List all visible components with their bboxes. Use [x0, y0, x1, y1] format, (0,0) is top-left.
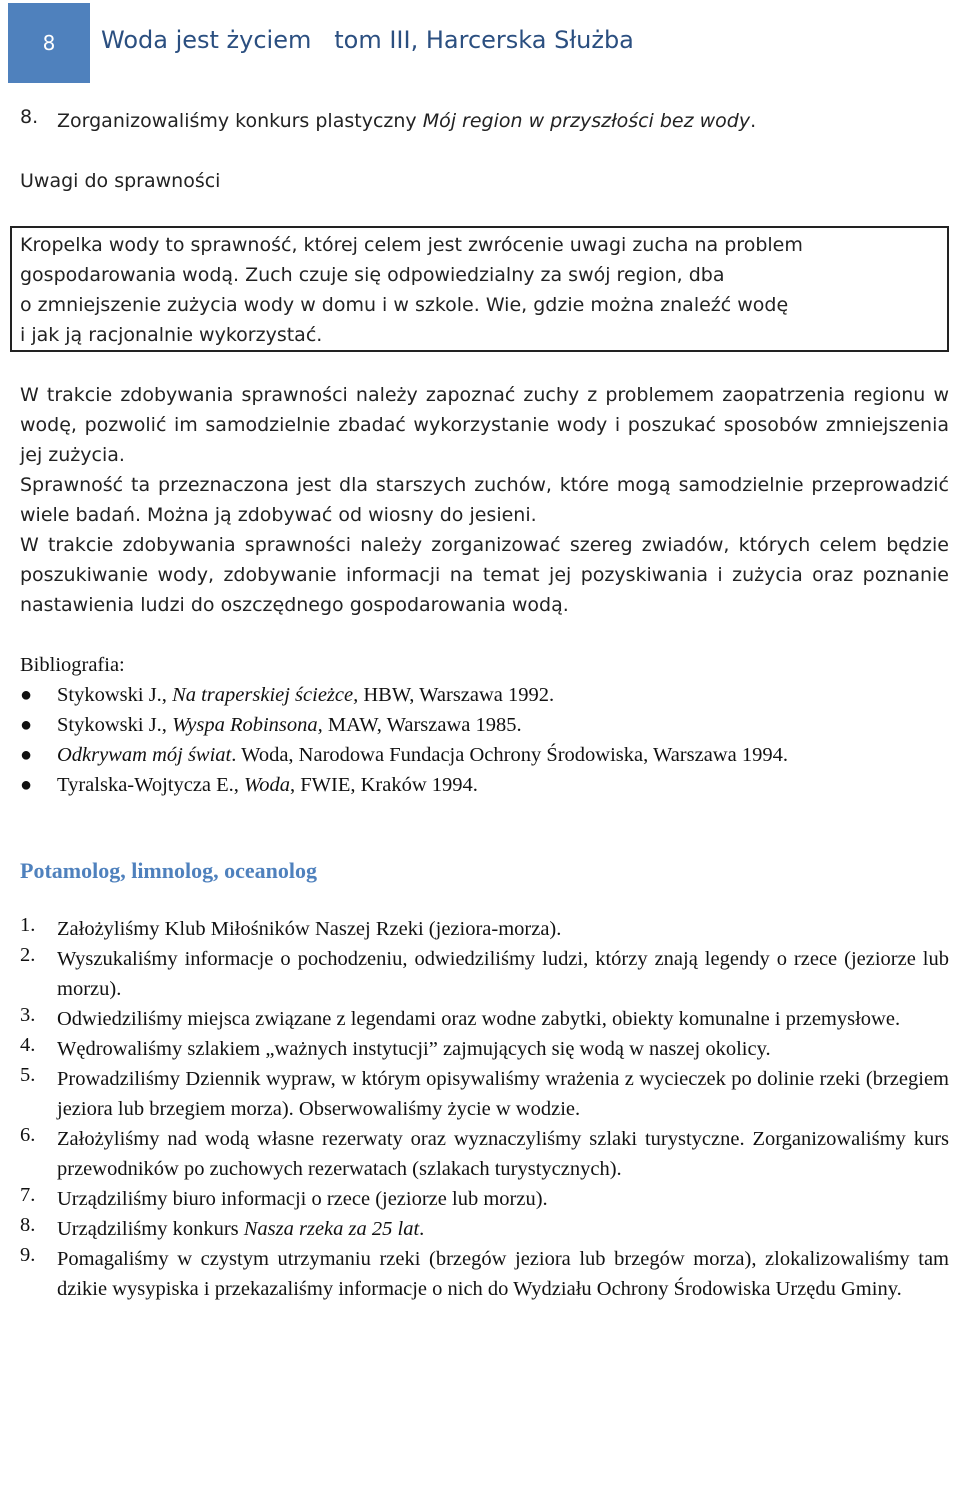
list-item: 3. Odwiedziliśmy miejsca związane z legendami oraz wodne zabytki, obiekty komunalne i przemysłowe. — [20, 1004, 901, 1030]
list-item: 1. Założyliśmy Klub Miłośników Naszej Rzeki (jeziora-morza). — [20, 914, 562, 940]
bullet-icon: ● — [20, 774, 33, 796]
bullet-icon: ● — [20, 744, 33, 766]
page-number-badge — [8, 3, 90, 83]
box-line: Kropelka wody to sprawność, której celem jest zwrócenie uwagi zucha na problem — [20, 234, 803, 256]
page-number: 8 — [42, 31, 56, 55]
item-text: Zorganizowaliśmy konkurs plastyczny Mój region w przyszłości bez wody. — [57, 110, 757, 132]
list-item: 8. Urządziliśmy konkurs Nasza rzeka za 25 lat. — [20, 1214, 425, 1240]
uwagi-heading: Uwagi do sprawności — [20, 170, 221, 192]
box-line: gospodarowania wodą. Zuch czuje się odpowiedzialny za swój region, dba — [20, 264, 725, 286]
bibliography-item: ● Tyralska-Wojtycza E., Woda, FWIE, Kraków 1994. — [20, 770, 949, 800]
list-item: 9. Pomagaliśmy w czystym utrzymaniu rzeki (brzegów jeziora lub brzegów morza), zlokalizowaliśmy tam dzikie wysypiska i przekazaliśmy informacje o nich do Wydziału Ochrony Środowiska Urzędu Gminy. — [20, 1244, 949, 1300]
running-header: Woda jest życiem tom III, Harcerska Służba — [101, 26, 634, 54]
list-item: 4. Wędrowaliśmy szlakiem „ważnych instytucji” zajmujących się wodą w naszej okolicy. — [20, 1034, 771, 1060]
bibliography-list — [20, 680, 949, 800]
bibliography-item: ● Stykowski J., Wyspa Robinsona, MAW, Warszawa 1985. — [20, 710, 949, 740]
list-item-8-top — [20, 106, 949, 136]
paragraph-2: Sprawność ta przeznaczona jest dla starszych zuchów, które mogą samodzielnie przeprowadzić wiele badań. Można ją zdobywać od wiosny do jesieni. — [20, 474, 949, 526]
list-item: 7. Urządziliśmy biuro informacji o rzece (jeziorze lub morzu). — [20, 1184, 548, 1210]
page-content — [20, 106, 949, 1304]
box-line: i jak ją racjonalnie wykorzystać. — [20, 324, 323, 346]
list-item: 5. Prowadziliśmy Dziennik wypraw, w którym opisywaliśmy wrażenia z wycieczek po dolinie rzeki (brzegiem jeziora lub brzegiem morza). Obserwowaliśmy życie w wodzie. — [20, 1064, 949, 1120]
bibliography-item: ● Stykowski J., Na traperskiej ścieżce, HBW, Warszawa 1992. — [20, 680, 949, 710]
bibliography-heading: Bibliografia: — [20, 654, 125, 676]
item-number: 8. — [20, 106, 39, 128]
box-line: o zmniejszenie zużycia wody w domu i w szkole. Wie, gdzie można znaleźć wodę — [20, 294, 789, 316]
uwagi-box — [10, 226, 949, 352]
bibliography-item: ● Odkrywam mój świat. Woda, Narodowa Fundacja Ochrony Środowiska, Warszawa 1994. — [20, 740, 949, 770]
section-list — [20, 914, 949, 1304]
section-heading: Potamolog, limnolog, oceanolog — [20, 858, 317, 883]
bullet-icon: ● — [20, 684, 33, 706]
list-item: 6. Założyliśmy nad wodą własne rezerwaty oraz wyznaczyliśmy szlaki turystyczne. Zorganizowaliśmy kurs przewodników po zuchowych rezerwatach (szlakach turystycznych). — [20, 1124, 949, 1180]
bullet-icon: ● — [20, 714, 33, 736]
paragraph-3: W trakcie zdobywania sprawności należy zorganizować szereg zwiadów, których celem będzie poszukiwanie wody, zdobywanie informacji na temat jej pozyskiwania i zużycia oraz poznanie nastawienia ludzi do oszczędnego gospodarowania wodą. — [20, 534, 949, 616]
list-item: 2. Wyszukaliśmy informacje o pochodzeniu, odwiedziliśmy ludzi, którzy znają legendy o rzece (jeziorze lub morzu). — [20, 944, 949, 1000]
paragraph-1: W trakcie zdobywania sprawności należy zapoznać zuchy z problemem zaopatrzenia regionu w wodę, pozwolić im samodzielnie zbadać wykorzystanie wody i poszukać sposobów zmniejszenia jej zużycia. — [20, 384, 949, 466]
